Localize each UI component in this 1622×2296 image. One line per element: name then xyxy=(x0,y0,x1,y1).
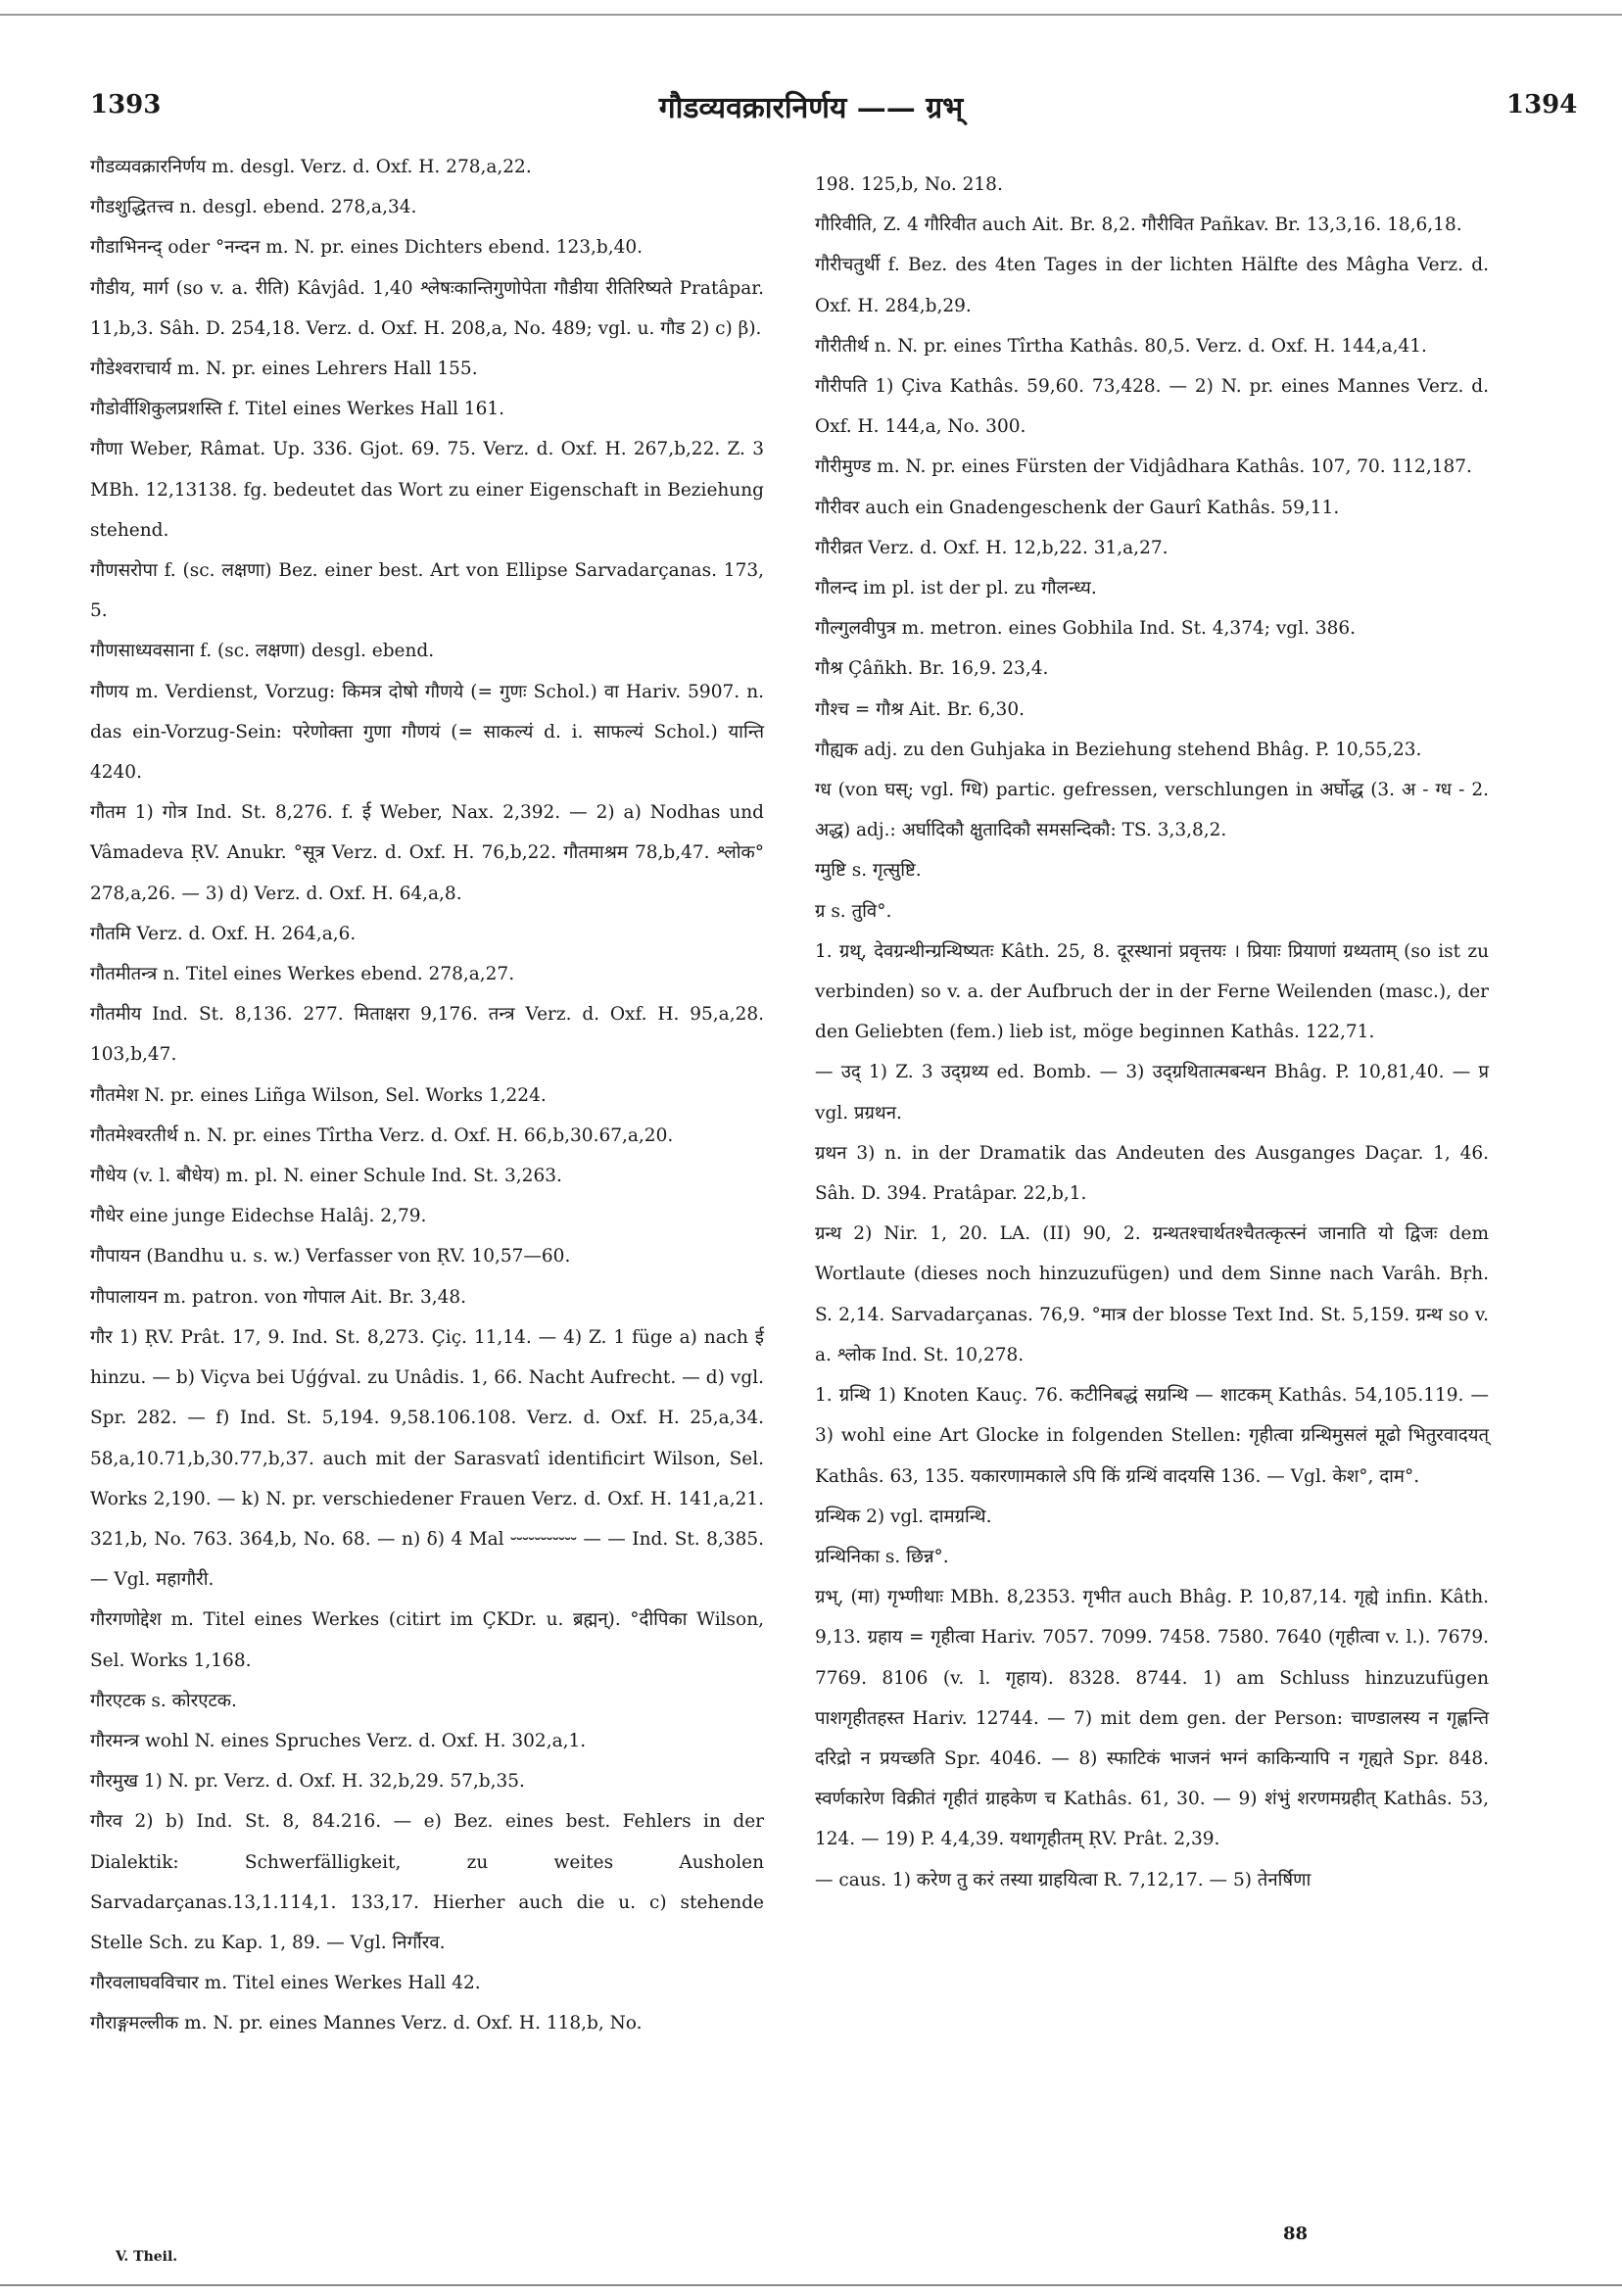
dictionary-entry: गौपायन (Bandhu u. s. w.) Verfasser von ṚV. 10,57—60. xyxy=(90,1246,571,1268)
dictionary-entry: गौतमेश N. pr. eines Liñga Wilson, Sel. Works 1,224. xyxy=(90,1084,547,1106)
page-number-right: 1394 xyxy=(1506,90,1578,120)
dictionary-entry: गौरगणोद्देश m. Titel eines Werkes (citirt im ÇKDr. u. ब्रह्मन्). °दीपिका Wilson, Sel. Works 1,168. xyxy=(90,1609,764,1671)
dictionary-entry: ग्रन्थिक 2) vgl. दामग्रन्थि. xyxy=(815,1506,992,1527)
dictionary-entry: गौश्र Çâñkh. Br. 16,9. 23,4. xyxy=(815,658,1049,680)
dictionary-entry: गौल्गुलवीपुत्र m. metron. eines Gobhila Ind. St. 4,374; vgl. 386. xyxy=(815,618,1357,640)
dictionary-entry: गौरव 2) b) Ind. St. 8, 84.216. — e) Bez. eines best. Fehlers in der Dialektik: Schwerfälligkeit, zu weites Ausholen Sarvadarçanas.13,1.114,1. 133,17. Hierher auch die u. c) stehende Stelle Sch. zu Kap. 1, 89. — Vgl. निर्गौरव. xyxy=(90,1811,764,1953)
right-column xyxy=(815,165,1489,1900)
dictionary-entry: गौडीय, मार्ग (so v. a. रीति) Kâvjâd. 1,40 श्लेषःकान्तिगुणोपेता गौडीया रीतिरिष्यते Pratâpar. 11,b,3. Sâh. D. 254,18. Verz. d. Oxf. H. 208,a, No. 489; vgl. u. गौड 2) c) β). xyxy=(90,277,764,339)
dictionary-entry: गौधेय (v. l. बौधेय) m. pl. N. einer Schule Ind. St. 3,263. xyxy=(90,1166,562,1187)
dictionary-entry: गौतमि Verz. d. Oxf. H. 264,a,6. xyxy=(90,923,357,944)
left-column xyxy=(90,147,764,2044)
dictionary-entry: गौडशुद्धितत्त्व n. desgl. ebend. 278,a,34. xyxy=(90,197,417,218)
dictionary-entry: गौपालायन m. patron. von गोपाल Ait. Br. 3,48. xyxy=(90,1286,467,1308)
dictionary-entry: गौडोर्वीशिकुलप्रशस्ति f. Titel eines Werkes Hall 161. xyxy=(90,399,505,420)
dictionary-entry: गौतमीय Ind. St. 8,136. 277. मिताक्षरा 9,176. तन्त्र Verz. d. Oxf. H. 95,a,28. 103,b,47. xyxy=(90,1004,764,1066)
dictionary-entry: गौरमन्त्र wohl N. eines Spruches Verz. d. Oxf. H. 302,a,1. xyxy=(90,1730,587,1751)
dictionary-entry: गौरएटक s. कोरएटक. xyxy=(90,1690,237,1711)
dictionary-entry: गौह्यक adj. zu den Guhjaka in Beziehung stehend Bhâg. P. 10,55,23. xyxy=(815,739,1422,760)
dictionary-entry: गौरीतीर्थ n. N. pr. eines Tîrtha Kathâs. 80,5. Verz. d. Oxf. H. 144,a,41. xyxy=(815,335,1427,357)
dictionary-entry: — उद् 1) Z. 3 उद्ग्रथ्य ed. Bomb. — 3) उद्ग्रथितात्मबन्धन Bhâg. P. 10,81,40. — प्र vgl. प्रग्रथन. xyxy=(815,1062,1489,1124)
dictionary-entry: गौरिवीति, Z. 4 गौरिवीत auch Ait. Br. 8,2. गौरीवित Pañkav. Br. 13,3,16. 18,6,18. xyxy=(815,215,1462,236)
dictionary-entry: — caus. 1) करेण तु करं तस्या ग्राहयित्वा R. 7,12,17. — 5) तेनर्षिणा xyxy=(815,1869,1312,1890)
dictionary-entry: गौडाभिनन्द् oder °नन्दन m. N. pr. eines Dichters ebend. 123,b,40. xyxy=(90,237,644,259)
dictionary-entry: गौरीवर auch ein Gnadengeschenk der Gaurî Kathâs. 59,11. xyxy=(815,497,1340,518)
dictionary-entry: गौरमुख 1) N. pr. Verz. d. Oxf. H. 32,b,29. 57,b,35. xyxy=(90,1771,525,1793)
running-head: गौडव्यवक्रारनिर्णय —— ग्रभ् xyxy=(658,91,964,125)
dictionary-entry: गौडव्यवक्रारनिर्णय m. desgl. Verz. d. Oxf. H. 278,a,22. xyxy=(90,157,532,177)
dictionary-entry: ग्रन्थिनिका s. छिन्न°. xyxy=(815,1546,949,1567)
dictionary-entry: गौणसाध्यवसाना f. (sc. लक्षणा) desgl. ebend. xyxy=(90,641,435,662)
dictionary-entry: 1. ग्रथ्, देवग्रन्थीन्ग्रन्थिष्यतः Kâth. 25, 8. दूरस्थानां प्रवृत्तयः । प्रियाः प्रियाणां ग्रथ्यताम् (so ist zu verbinden) so v. a. der Aufbruch der in der Ferne Weilenden (masc.), der den Geliebten (fem.) lieb ist, möge beginnen Kathâs. 122,71. xyxy=(815,940,1489,1043)
sheet-number: 88 xyxy=(1283,2224,1309,2244)
dictionary-entry: गौतम 1) गोत्र Ind. St. 8,276. f. ई Weber, Nax. 2,392. — 2) a) Nodhas und Vâmadeva ṚV. Anukr. °सूत्र Verz. d. Oxf. H. 76,b,22. गौतमाश्रम 78,b,47. श्लोक° 278,a,26. — 3) d) Verz. d. Oxf. H. 64,a,8. xyxy=(90,802,764,904)
page-number-left: 1393 xyxy=(90,90,162,120)
dictionary-entry: 198. 125,b, No. 218. xyxy=(815,174,1003,195)
dictionary-entry: गौरीपति 1) Çiva Kathâs. 59,60. 73,428. — 2) N. pr. eines Mannes Verz. d. Oxf. H. 144,a, No. 300. xyxy=(815,376,1489,438)
dictionary-entry: गौरीचतुर्थी f. Bez. des 4ten Tages in der lichten Hälfte des Mâgha Verz. d. Oxf. H. 284,b,29. xyxy=(815,255,1489,316)
signature-mark: V. Theil. xyxy=(116,2249,178,2265)
dictionary-entry: गौडेश्वराचार्य m. N. pr. eines Lehrers Hall 155. xyxy=(90,359,478,380)
dictionary-entry: ग्ध (von घस्; vgl. ग्धि) partic. gefressen, verschlungen in अर्घोद्ध (3. अ - ग्ध - 2. अद्ध) adj.: अर्घादिकौ क्षुतादिकौ समसन्दिकौ: TS. 3,3,8,2. xyxy=(815,780,1489,841)
dictionary-entry: गौर 1) ṚV. Prât. 17, 9. Ind. St. 8,273. Çiç. 11,14. — 4) Z. 1 füge a) nach ई hinzu. — b) Viçva bei Uǵǵval. zu Unâdis. 1, 66. Nacht Aufrecht. — d) vgl. Spr. 282. — f) Ind. St. 5,194. 9,58.106.108. Verz. d. Oxf. H. 25,a,34. 58,a,10.71,b,30.77,b,37. auch mit der Sarasvatî identificirt Wilson, Sel. Works 2,190. — k) N. pr. verschiedener Frauen Verz. d. Oxf. H. 141,a,21. 321,b, No. 763. 364,b, No. 68. — n) δ) 4 Mal ⏑⏑⏑⏑⏑⏑⏑⏑⏑⏑⏑ — — Ind. St. 8,385. — Vgl. महागौरी. xyxy=(90,1326,764,1591)
dictionary-entry: ग्मुष्टि s. गृत्सुष्टि. xyxy=(815,860,922,882)
dictionary-entry: ग्रथन 3) n. in der Dramatik das Andeuten des Ausganges Daçar. 1, 46. Sâh. D. 394. Pratâpar. 22,b,1. xyxy=(815,1142,1489,1205)
dictionary-entry: गौणा Weber, Râmat. Up. 336. Gjot. 69. 75. Verz. d. Oxf. H. 267,b,22. Z. 3 MBh. 12,13138. fg. bedeutet das Wort zu einer Eigenschaft in Beziehung stehend. xyxy=(90,439,764,541)
dictionary-entry: गौणय m. Verdienst, Vorzug: किमत्र दोषो गौणये (= गुणः Schol.) वा Hariv. 5907. n. das ein-Vorzug-Sein: परेणोक्ता गुणा गौणयं (= साकल्यं d. i. साफल्यं Schol.) यान्ति 4240. xyxy=(90,681,764,784)
dictionary-entry: गौतमीतन्त्र n. Titel eines Werkes ebend. 278,a,27. xyxy=(90,964,515,985)
dictionary-entry: गौराङ्गमल्लीक m. N. pr. eines Mannes Verz. d. Oxf. H. 118,b, No. xyxy=(90,2013,643,2034)
dictionary-entry: गौणसरोपा f. (sc. लक्षणा) Bez. einer best. Art von Ellipse Sarvadarçanas. 173, 5. xyxy=(90,560,764,622)
dictionary-entry: गौरीमुण्ड m. N. pr. eines Fürsten der Vidjâdhara Kathâs. 107, 70. 112,187. xyxy=(815,456,1472,478)
dictionary-entry: गौधेर eine junge Eidechse Halâj. 2,79. xyxy=(90,1206,427,1227)
top-rule xyxy=(0,14,1622,16)
dictionary-entry: गौलन्द im pl. ist der pl. zu गौलन्ध्य. xyxy=(815,578,1097,599)
dictionary-entry: ग्रन्थ 2) Nir. 1, 20. LA. (II) 90, 2. ग्रन्थतश्चार्थतश्चैतत्कृत्स्नं जानाति यो द्विजः dem Wortlaute (dieses noch hinzuzufügen) und dem Sinne nach Varâh. Bṛh. S. 2,14. Sarvadarçanas. 76,9. °मात्र der blosse Text Ind. St. 5,159. ग्रन्थ so v. a. श्लोक Ind. St. 10,278. xyxy=(815,1223,1489,1365)
dictionary-entry: गौतमेश्वरतीर्थ n. N. pr. eines Tîrtha Verz. d. Oxf. H. 66,b,30.67,a,20. xyxy=(90,1124,674,1146)
dictionary-entry: ग्र s. तुवि°. xyxy=(815,900,892,922)
dictionary-entry: 1. ग्रन्थि 1) Knoten Kauç. 76. कटीनिबद्धं सग्रन्थि — शाटकम् Kathâs. 54,105.119. — 3) wohl eine Art Glocke in folgenden Stellen: गृहीत्वा ग्रन्थिमुसलं मूढो भितुरवादयत् Kathâs. 63, 135. यकारणामकाले ऽपि किं ग्रन्थिं वादयसि 136. — Vgl. केश°, दाम°. xyxy=(815,1385,1489,1487)
bottom-rule xyxy=(0,2284,1622,2286)
dictionary-entry: गौश्च = गौश्र Ait. Br. 6,30. xyxy=(815,698,1025,720)
dictionary-entry: ग्रभ्, (मा) गृभ्णीथाः MBh. 8,2353. गृभीत auch Bhâg. P. 10,87,14. गृह्ये infin. Kâth. 9,13. ग्रहाय = गृहीत्वा Hariv. 7057. 7099. 7458. 7580. 7640 (गृहीत्वा v. l.). 7679. 7769. 8106 (v. l. गृहाय). 8328. 8744. 1) am Schluss hinzuzufügen पाशगृहीतहस्त Hariv. 12744. — 7) mit dem gen. der Person: चाण्डालस्य न गृह्णन्ति दरिद्रो न प्रयच्छति Spr. 4046. — 8) स्फाटिकं भाजनं भग्नं काकिन्यापि न गृह्यते Spr. 848. स्वर्णकारेण विक्रीतं गृहीतं ग्राहकेण च Kathâs. 61, 30. — 9) शंभुं शरणमग्रहीत् Kathâs. 53, 124. — 19) P. 4,4,39. यथागृहीतम् ṚV. Prât. 2,39. xyxy=(815,1587,1489,1850)
dictionary-entry: गौरवलाघवविचार m. Titel eines Werkes Hall 42. xyxy=(90,1973,481,1994)
dictionary-entry: गौरीव्रत Verz. d. Oxf. H. 12,b,22. 31,a,27. xyxy=(815,537,1169,558)
